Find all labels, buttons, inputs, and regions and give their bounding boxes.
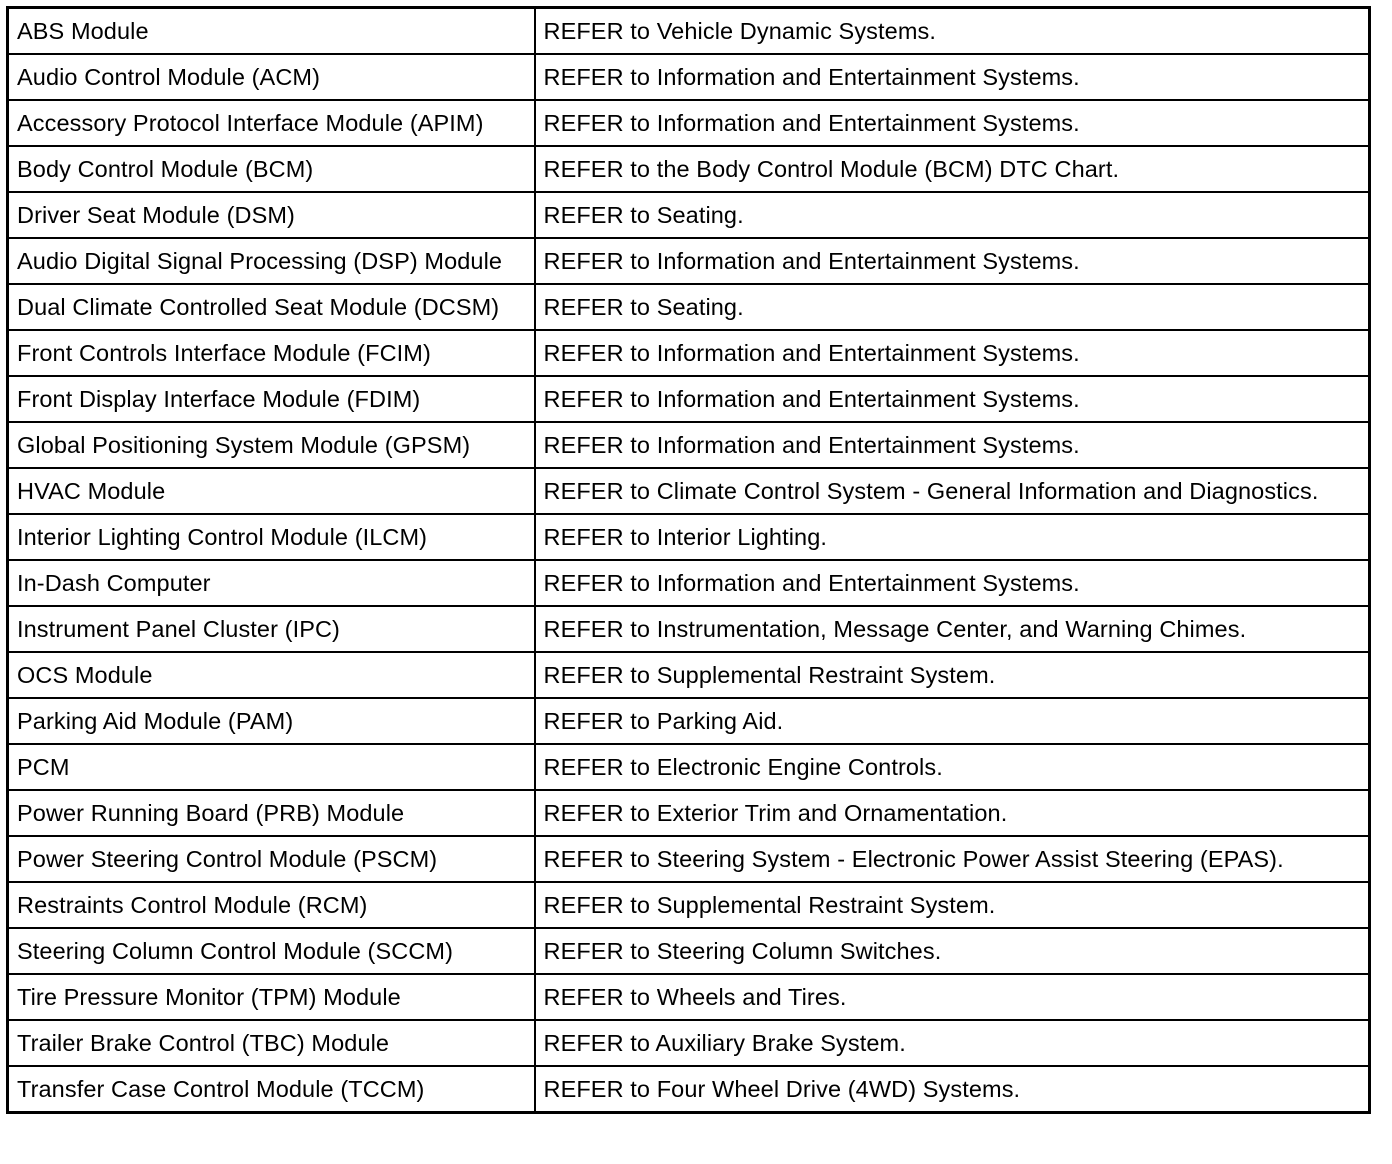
table-row <box>8 790 1370 836</box>
reference-cell: REFER to Parking Aid. <box>535 698 1370 744</box>
reference-cell: REFER to Exterior Trim and Ornamentation. <box>535 790 1370 836</box>
table-row <box>8 698 1370 744</box>
table-row <box>8 1020 1370 1066</box>
table-row <box>8 468 1370 514</box>
reference-cell: REFER to Vehicle Dynamic Systems. <box>535 8 1370 55</box>
table-row <box>8 974 1370 1020</box>
module-name-cell: Instrument Panel Cluster (IPC) <box>8 606 535 652</box>
reference-cell: REFER to Auxiliary Brake System. <box>535 1020 1370 1066</box>
module-name-cell: HVAC Module <box>8 468 535 514</box>
table-row <box>8 606 1370 652</box>
module-name-cell: Interior Lighting Control Module (ILCM) <box>8 514 535 560</box>
reference-cell: REFER to Information and Entertainment Systems. <box>535 560 1370 606</box>
table-row <box>8 514 1370 560</box>
reference-cell: REFER to Seating. <box>535 284 1370 330</box>
table-row <box>8 330 1370 376</box>
module-name-cell: Audio Control Module (ACM) <box>8 54 535 100</box>
reference-cell: REFER to Instrumentation, Message Center, and Warning Chimes. <box>535 606 1370 652</box>
table-row <box>8 8 1370 55</box>
reference-cell: REFER to Supplemental Restraint System. <box>535 882 1370 928</box>
module-name-cell: Driver Seat Module (DSM) <box>8 192 535 238</box>
reference-cell: REFER to Information and Entertainment Systems. <box>535 376 1370 422</box>
module-name-cell: Steering Column Control Module (SCCM) <box>8 928 535 974</box>
reference-cell: REFER to Information and Entertainment Systems. <box>535 238 1370 284</box>
module-name-cell: Dual Climate Controlled Seat Module (DCSM) <box>8 284 535 330</box>
module-name-cell: Power Steering Control Module (PSCM) <box>8 836 535 882</box>
reference-cell: REFER to Information and Entertainment Systems. <box>535 422 1370 468</box>
table-row <box>8 422 1370 468</box>
module-name-cell: Audio Digital Signal Processing (DSP) Module <box>8 238 535 284</box>
table-body <box>8 8 1370 1113</box>
reference-cell: REFER to Steering System - Electronic Power Assist Steering (EPAS). <box>535 836 1370 882</box>
module-name-cell: Parking Aid Module (PAM) <box>8 698 535 744</box>
table-row <box>8 652 1370 698</box>
table-row <box>8 928 1370 974</box>
reference-cell: REFER to Four Wheel Drive (4WD) Systems. <box>535 1066 1370 1113</box>
module-name-cell: Front Display Interface Module (FDIM) <box>8 376 535 422</box>
table-row <box>8 1066 1370 1113</box>
module-name-cell: Global Positioning System Module (GPSM) <box>8 422 535 468</box>
reference-cell: REFER to the Body Control Module (BCM) DTC Chart. <box>535 146 1370 192</box>
table-row <box>8 376 1370 422</box>
module-name-cell: Body Control Module (BCM) <box>8 146 535 192</box>
module-name-cell: In-Dash Computer <box>8 560 535 606</box>
table-row <box>8 100 1370 146</box>
module-name-cell: Accessory Protocol Interface Module (APIM) <box>8 100 535 146</box>
module-name-cell: Transfer Case Control Module (TCCM) <box>8 1066 535 1113</box>
reference-cell: REFER to Climate Control System - General Information and Diagnostics. <box>535 468 1370 514</box>
table-row <box>8 146 1370 192</box>
reference-cell: REFER to Information and Entertainment Systems. <box>535 100 1370 146</box>
module-reference-table-container <box>6 6 1368 1114</box>
module-name-cell: Front Controls Interface Module (FCIM) <box>8 330 535 376</box>
reference-cell: REFER to Electronic Engine Controls. <box>535 744 1370 790</box>
table-row <box>8 192 1370 238</box>
module-reference-table <box>6 6 1371 1114</box>
module-name-cell: Tire Pressure Monitor (TPM) Module <box>8 974 535 1020</box>
table-row <box>8 54 1370 100</box>
table-row <box>8 560 1370 606</box>
reference-cell: REFER to Wheels and Tires. <box>535 974 1370 1020</box>
table-row <box>8 744 1370 790</box>
reference-cell: REFER to Supplemental Restraint System. <box>535 652 1370 698</box>
table-row <box>8 238 1370 284</box>
module-name-cell: Restraints Control Module (RCM) <box>8 882 535 928</box>
module-name-cell: PCM <box>8 744 535 790</box>
reference-cell: REFER to Interior Lighting. <box>535 514 1370 560</box>
reference-cell: REFER to Information and Entertainment Systems. <box>535 330 1370 376</box>
module-name-cell: ABS Module <box>8 8 535 55</box>
reference-cell: REFER to Steering Column Switches. <box>535 928 1370 974</box>
module-name-cell: Power Running Board (PRB) Module <box>8 790 535 836</box>
table-row <box>8 836 1370 882</box>
module-name-cell: Trailer Brake Control (TBC) Module <box>8 1020 535 1066</box>
module-name-cell: OCS Module <box>8 652 535 698</box>
table-row <box>8 284 1370 330</box>
table-row <box>8 882 1370 928</box>
reference-cell: REFER to Seating. <box>535 192 1370 238</box>
reference-cell: REFER to Information and Entertainment Systems. <box>535 54 1370 100</box>
